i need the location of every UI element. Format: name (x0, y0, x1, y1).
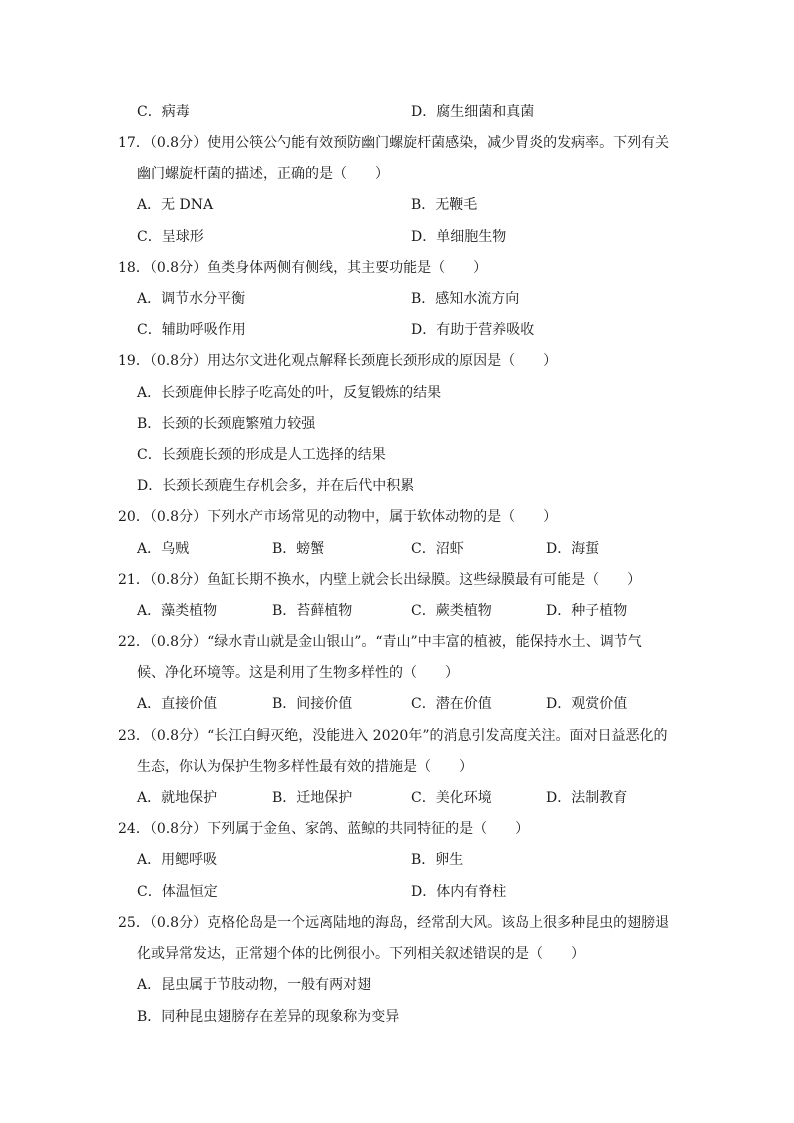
q20-option-b[interactable]: B．螃蟹 (272, 541, 325, 557)
q19-option-b[interactable]: B．长颈的长颈鹿繁殖力较强 (137, 416, 316, 432)
q21-option-a[interactable]: A．藻类植物 (137, 603, 218, 619)
q20-option-d[interactable]: D．海蜇 (546, 541, 600, 557)
q23-option-d[interactable]: D．法制教育 (546, 790, 628, 806)
q24-option-a[interactable]: A．用鳃呼吸 (137, 852, 218, 868)
q22-option-c[interactable]: C．潜在价值 (411, 696, 492, 712)
q19-option-a[interactable]: A．长颈鹿伸长脖子吃高处的叶，反复锻炼的结果 (137, 385, 442, 401)
q18-stem-line-1: 18．（0.8分）鱼类身体两侧有侧线，其主要功能是（ ） (118, 260, 488, 276)
q23-option-a[interactable]: A．就地保护 (137, 790, 218, 806)
q20-stem-line-1: 20．（0.8分）下列水产市场常见的动物中，属于软体动物的是（ ） (118, 509, 558, 525)
q17-option-c[interactable]: C．呈球形 (137, 229, 204, 245)
q17-option-b[interactable]: B．无鞭毛 (411, 197, 478, 213)
q21-option-b[interactable]: B．苔藓植物 (272, 603, 353, 619)
q25-option-b[interactable]: B．同种昆虫翅膀存在差异的现象称为变异 (137, 1009, 400, 1025)
q18-option-a[interactable]: A．调节水分平衡 (137, 291, 246, 307)
q22-option-b[interactable]: B．间接价值 (272, 696, 353, 712)
q24-stem-line-1: 24．（0.8分）下列属于金鱼、家鸽、蓝鲸的共同特征的是（ ） (118, 821, 530, 837)
q20-option-a[interactable]: A．乌贼 (137, 541, 190, 557)
q17-option-a[interactable]: A．无 DNA (137, 197, 214, 213)
q24-option-d[interactable]: D．体内有脊柱 (411, 884, 507, 900)
q20-option-c[interactable]: C．沼虾 (411, 541, 464, 557)
q21-stem-line-1: 21．（0.8分）鱼缸长期不换水，内壁上就会长出绿膜。这些绿膜最有可能是（ ） (118, 572, 642, 588)
q22-option-d[interactable]: D．观赏价值 (546, 696, 628, 712)
q25-stem-line-2: 化或异常发达，正常翅个体的比例很小。下列相关叙述错误的是（ ） (137, 946, 585, 962)
q25-stem-line-1: 25．（0.8分）克格伦岛是一个远离陆地的海岛，经常刮大风。该岛上很多种昆虫的翅膀退 (118, 915, 670, 931)
q22-stem-line-1: 22．（0.8分）“绿水青山就是金山银山”。“青山”中丰富的植被，能保持水土、调节气 (118, 634, 642, 650)
q18-option-b[interactable]: B．感知水流方向 (411, 291, 520, 307)
q23-stem-line-2: 生态，你认为保护生物多样性最有效的措施是（ ） (137, 759, 473, 775)
q23-stem-line-1: 23．（0.8分）“长江白鲟灭绝，没能进入 2020年”的消息引发高度关注。面对日益恶化的 (118, 728, 668, 744)
q18-option-d[interactable]: D．有助于营养吸收 (411, 322, 535, 338)
q17-option-d[interactable]: D．单细胞生物 (411, 229, 507, 245)
q21-option-d[interactable]: D．种子植物 (546, 603, 628, 619)
q23-option-b[interactable]: B．迁地保护 (272, 790, 353, 806)
q19-option-d[interactable]: D．长颈长颈鹿生存机会多，并在后代中积累 (137, 478, 415, 494)
q16-option-d[interactable]: D．腐生细菌和真菌 (411, 104, 535, 120)
q19-stem-line-1: 19．（0.8分）用达尔文进化观点解释长颈鹿长颈形成的原因是（ ） (118, 353, 558, 369)
q24-option-c[interactable]: C．体温恒定 (137, 884, 218, 900)
q18-option-c[interactable]: C．辅助呼吸作用 (137, 322, 246, 338)
q21-option-c[interactable]: C．蕨类植物 (411, 603, 492, 619)
q16-option-c[interactable]: C．病毒 (137, 104, 190, 120)
q25-option-a[interactable]: A．昆虫属于节肢动物，一般有两对翅 (137, 977, 372, 993)
q17-stem-line-2: 幽门螺旋杆菌的描述，正确的是（ ） (137, 166, 389, 182)
q17-stem-line-1: 17．（0.8分）使用公筷公勺能有效预防幽门螺旋杆菌感染，减少胃炎的发病率。下列有关 (118, 135, 670, 151)
q19-option-c[interactable]: C．长颈鹿长颈的形成是人工选择的结果 (137, 447, 386, 463)
q22-stem-line-2: 候、净化环境等。这是利用了生物多样性的（ ） (137, 665, 459, 681)
q24-option-b[interactable]: B．卵生 (411, 852, 464, 868)
q22-option-a[interactable]: A．直接价值 (137, 696, 218, 712)
q23-option-c[interactable]: C．美化环境 (411, 790, 492, 806)
